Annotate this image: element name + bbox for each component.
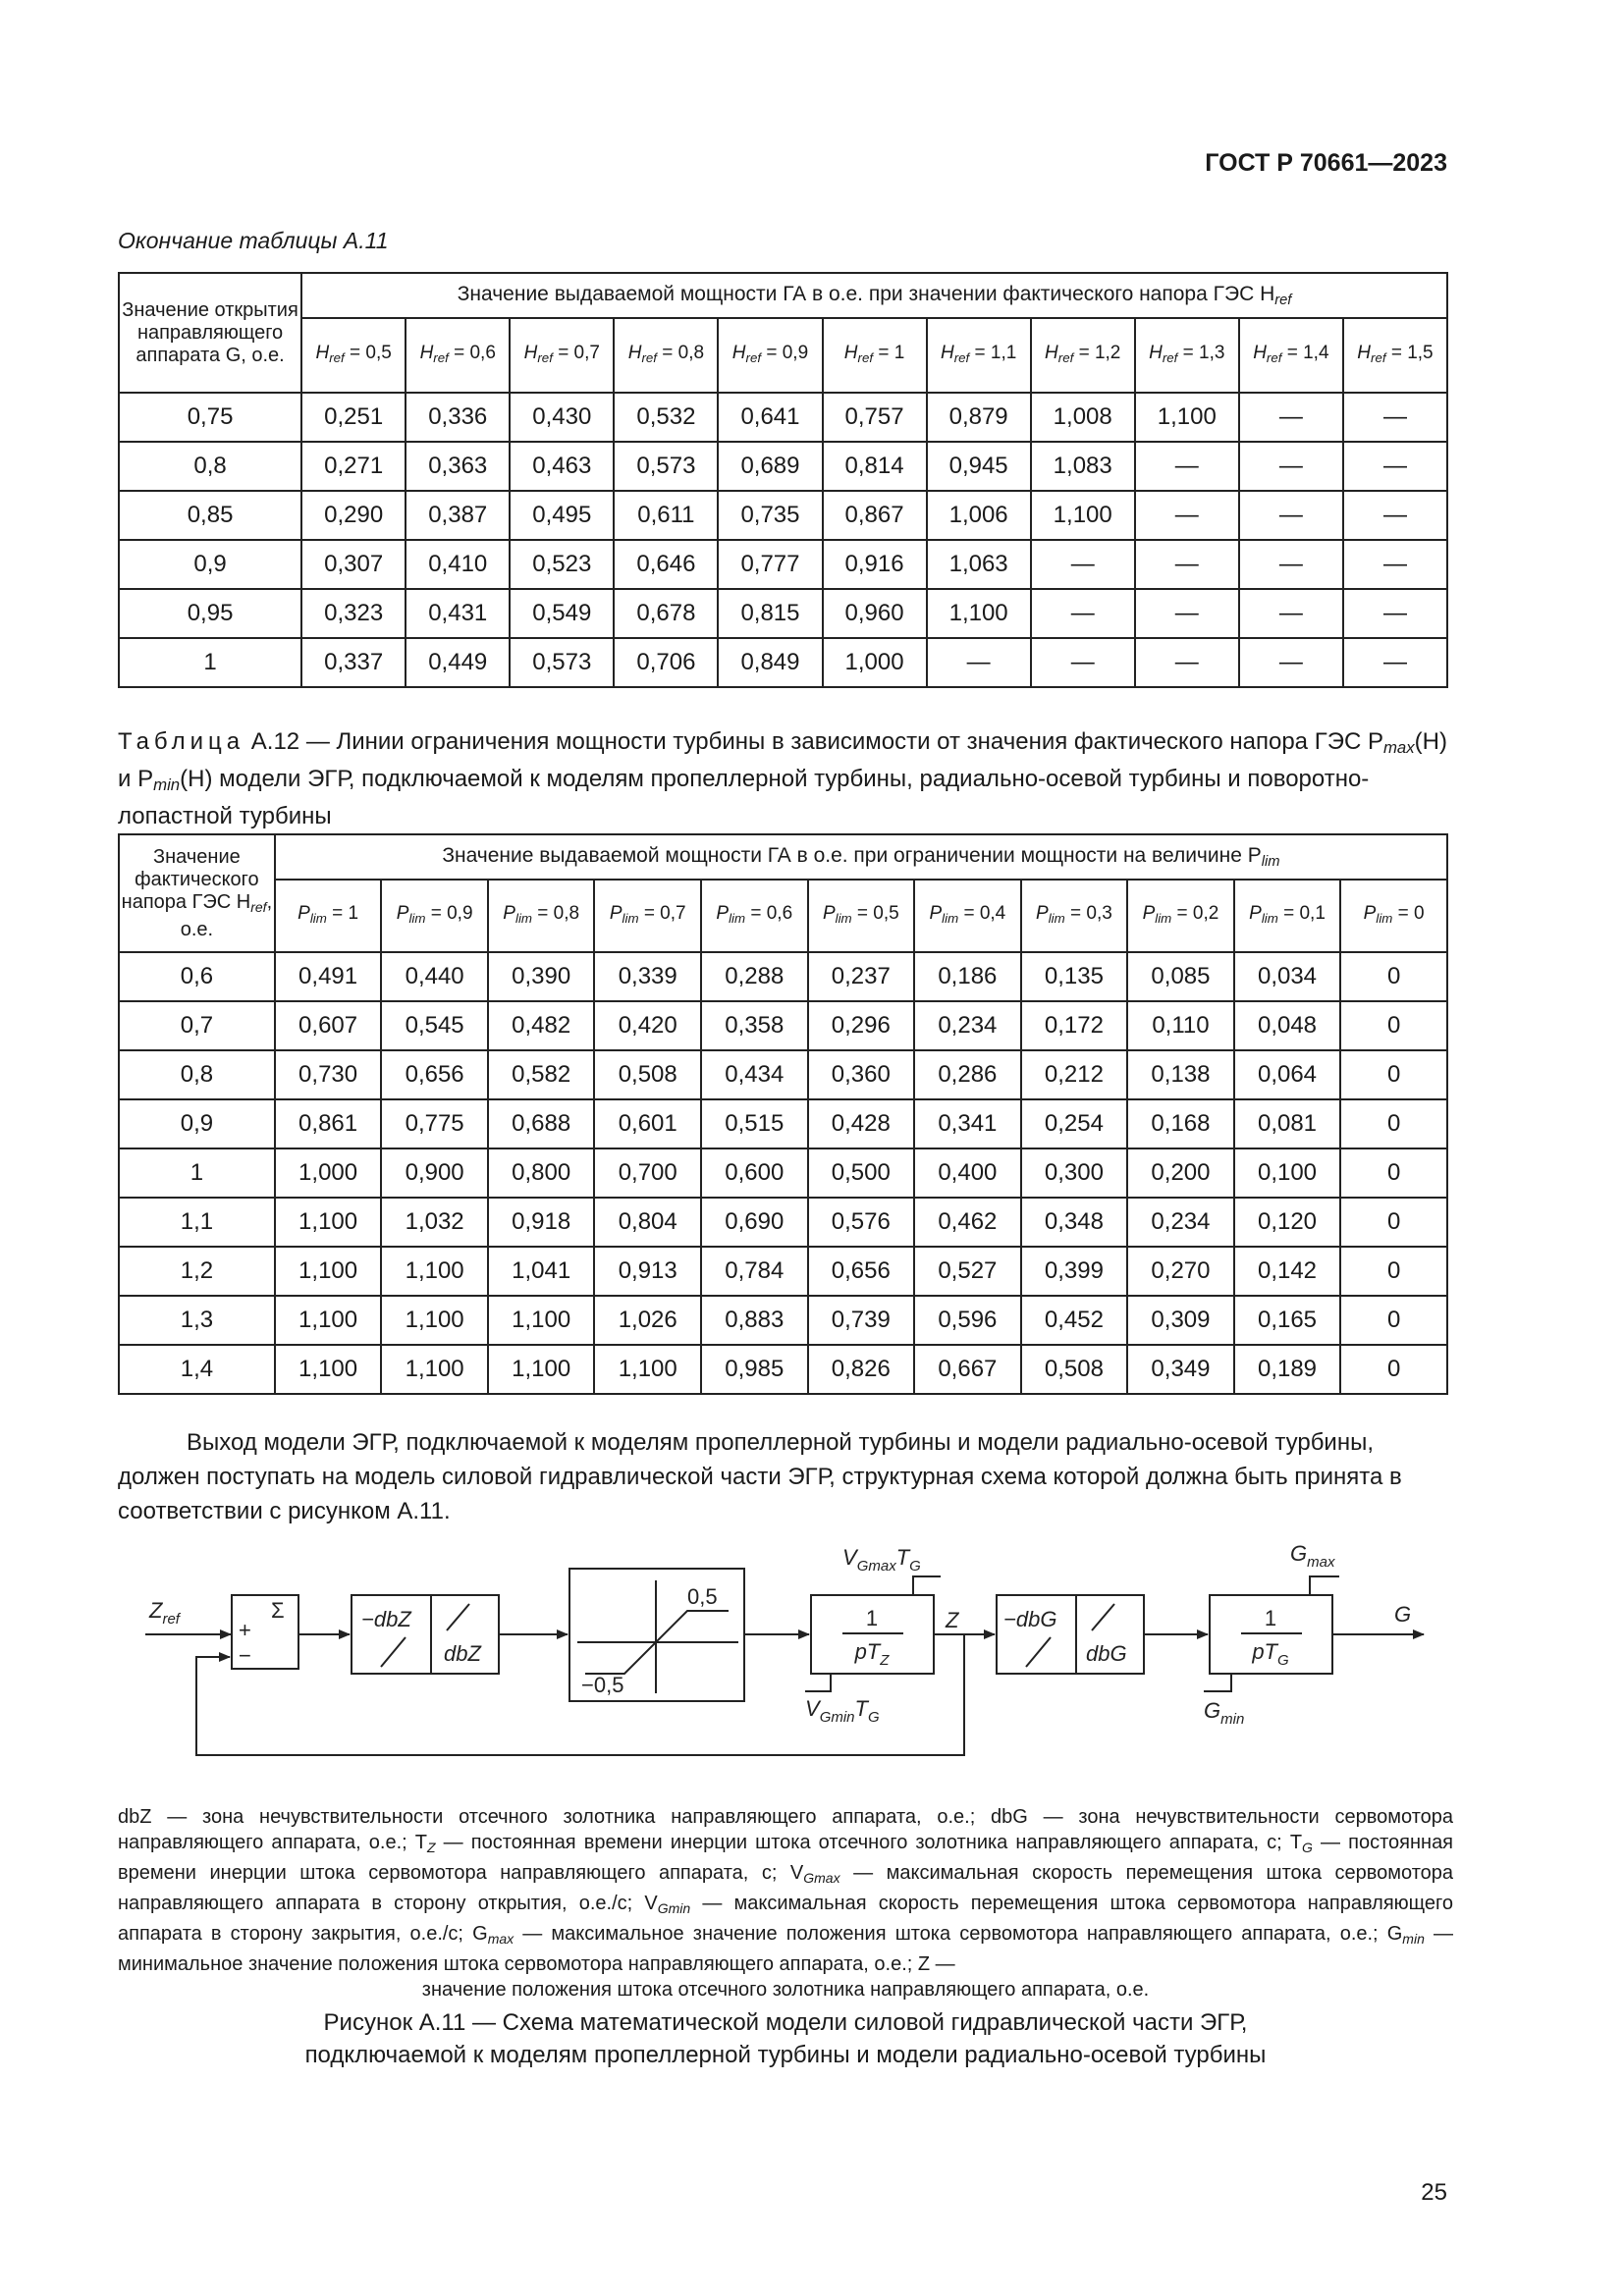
legend-part-2: — постоянная времени инерции штока отсечного золотника направляющего аппарата, с; T (435, 1832, 1303, 1853)
table-cell: 0 (1340, 1099, 1447, 1148)
table-cell: 0,286 (914, 1050, 1021, 1099)
column-header: $P_{lim} = 0,1$ (1234, 880, 1341, 952)
legend-sub-max: max (487, 1931, 514, 1947)
table-body (119, 393, 1447, 687)
caption-pmax-sub: max (1382, 738, 1415, 757)
table-cell: 1,100 (927, 589, 1031, 638)
table-cell: 0 (1340, 1001, 1447, 1050)
column-header: $P_{lim} = 0,6$ (701, 880, 808, 952)
table-cell: 0,048 (1234, 1001, 1341, 1050)
table-cell: 0,270 (1127, 1247, 1234, 1296)
legend-sub-gmin: Gmin (657, 1900, 691, 1916)
column-header: $H_{ref} = 1,5$ (1343, 318, 1447, 393)
caption-mid: (H) и P (118, 728, 1447, 792)
table-cell: 0,900 (381, 1148, 488, 1198)
table-row (119, 1148, 1447, 1198)
table-cell: 0,271 (301, 442, 406, 491)
table-cell: 0,440 (381, 952, 488, 1001)
row-key-cell: 1,1 (119, 1198, 275, 1247)
table-row (119, 393, 1447, 442)
row-header-cell (119, 273, 301, 393)
table-cell: 1,006 (927, 491, 1031, 540)
caption-text: А.12 — Линии ограничения мощности турбины в зависимости от значения фактического напора ГЭС P (250, 728, 1383, 755)
table-cell: 0,348 (1021, 1198, 1128, 1247)
row-key-cell: 1,3 (119, 1296, 275, 1345)
table-cell: 1,100 (1135, 393, 1239, 442)
table-cell: 0,290 (301, 491, 406, 540)
table-cell: — (1239, 442, 1343, 491)
legend-part-3: — постоянная времени инерции штока сервомотора направляющего аппарата, с; V (118, 1832, 1454, 1884)
saturation-high: 0,5 (687, 1584, 718, 1609)
column-header-row (119, 318, 1447, 393)
column-header: $P_{lim} = 0,4$ (914, 880, 1021, 952)
table-cell: 0,867 (823, 491, 927, 540)
group-header: Значение выдаваемой мощности ГА в о.е. при ограничении мощности на величине P (442, 844, 1262, 867)
table-cell: 0,656 (381, 1050, 488, 1099)
table-cell: — (1343, 638, 1447, 687)
figure-caption (118, 2006, 1453, 2071)
paragraph-text: Выход модели ЭГР, подключаемой к моделям пропеллерной турбины и модели радиально-осевой турбины, должен поступать на модель силовой гидравлической части ЭГР, структурная схема которой должна быть принята в соответствии с рисунком А.11. (118, 1429, 1402, 1524)
caption-pmin-sub: min (153, 775, 181, 794)
column-header: $P_{lim} = 0,7$ (594, 880, 701, 952)
table-a11-caption: Окончание таблицы А.11 (118, 228, 389, 253)
table-cell: 0 (1340, 1345, 1447, 1394)
table-cell: 0,341 (914, 1099, 1021, 1148)
column-header: $P_{lim} = 0,3$ (1021, 880, 1128, 952)
table-cell: — (1343, 442, 1447, 491)
sum-symbol: Σ (271, 1598, 285, 1623)
table-cell: 1,100 (488, 1296, 595, 1345)
table-cell: 0,667 (914, 1345, 1021, 1394)
table-row (119, 1099, 1447, 1148)
table-row (119, 442, 1447, 491)
table-cell: 0,400 (914, 1148, 1021, 1198)
table-cell: 0,360 (808, 1050, 915, 1099)
column-header: $H_{ref} = 1,4$ (1239, 318, 1343, 393)
integrator-g-upper-limit (1310, 1576, 1339, 1595)
table-cell: 0,309 (1127, 1296, 1234, 1345)
column-header: $H_{ref} = 0,6$ (406, 318, 510, 393)
table-cell: 0,495 (510, 491, 614, 540)
figure-caption-line-1: Рисунок А.11 — Схема математической модели силовой гидравлической части ЭГР, (323, 2009, 1248, 2036)
table-cell: 1,032 (381, 1198, 488, 1247)
column-header: $H_{ref} = 1,1$ (927, 318, 1031, 393)
table-cell: 0,449 (406, 638, 510, 687)
table-cell: 0,757 (823, 393, 927, 442)
table-cell: 0,120 (1234, 1198, 1341, 1247)
table-cell: 0,775 (381, 1099, 488, 1148)
table-cell: 0,916 (823, 540, 927, 589)
deadband-g-neg: −dbG (1003, 1607, 1057, 1631)
legend-sub-z: Z (427, 1840, 436, 1855)
table-cell: — (927, 638, 1031, 687)
legend-part-1: dbZ — зона нечувствительности отсечного золотника направляющего аппарата, о.е.; dbG — зона нечувствительности сервомотора направляющего аппарата, о.е.; T (118, 1806, 1453, 1853)
table-cell: 0,861 (275, 1099, 382, 1148)
table-cell: 1,000 (275, 1148, 382, 1198)
integrator-g-lower-limit (1204, 1674, 1231, 1691)
group-header-cell (301, 273, 1447, 318)
table-cell: 0,689 (718, 442, 822, 491)
table-cell: 0,646 (614, 540, 718, 589)
deadband-z-neg: −dbZ (361, 1607, 411, 1631)
table-cell: 1,026 (594, 1296, 701, 1345)
table-cell: 0,363 (406, 442, 510, 491)
table-cell: — (1239, 589, 1343, 638)
table-cell: 1,100 (275, 1345, 382, 1394)
table-a12-caption (118, 726, 1453, 832)
table-cell: 0,804 (594, 1198, 701, 1247)
column-header: $H_{ref} = 1,3$ (1135, 318, 1239, 393)
table-cell: — (1239, 491, 1343, 540)
table-cell: 0,168 (1127, 1099, 1234, 1148)
table-cell: 0,532 (614, 393, 718, 442)
column-header: $P_{lim} = 0$ (1340, 880, 1447, 952)
minus-sign: − (239, 1643, 251, 1668)
table-cell: 0,288 (701, 952, 808, 1001)
table-cell: 0,431 (406, 589, 510, 638)
table-cell: 0 (1340, 952, 1447, 1001)
table-cell: 0,337 (301, 638, 406, 687)
table-cell: 0,523 (510, 540, 614, 589)
table-a12 (118, 833, 1448, 1395)
table-cell: 0,735 (718, 491, 822, 540)
table-cell: 0,296 (808, 1001, 915, 1050)
input-label: $Z_{ref}$ (149, 1598, 180, 1628)
table-cell: — (1135, 638, 1239, 687)
caption-end: (H) модели ЭГР, подключаемой к моделям пропеллерной турбины, радиально-осевой турбины и поворотно-лопастной турбины (118, 766, 1370, 829)
row-key-cell: 1,4 (119, 1345, 275, 1394)
table-cell: 1,100 (1031, 491, 1135, 540)
table-cell: 0,800 (488, 1148, 595, 1198)
table-cell: — (1135, 589, 1239, 638)
table-cell: — (1239, 393, 1343, 442)
table-cell: 0,656 (808, 1247, 915, 1296)
gmax-label: $G_{max}$ (1290, 1541, 1335, 1571)
table-cell: 0,034 (1234, 952, 1341, 1001)
table-cell: — (1031, 638, 1135, 687)
integrator-g-den: $pT_G$ (1252, 1639, 1289, 1669)
row-key-cell: 1 (119, 638, 301, 687)
table-cell: 0,434 (701, 1050, 808, 1099)
table-row (119, 638, 1447, 687)
table-cell: — (1135, 491, 1239, 540)
table-cell: 1,100 (381, 1247, 488, 1296)
table-cell: 0,573 (614, 442, 718, 491)
table-a11 (118, 272, 1448, 688)
group-header: Значение выдаваемой мощности ГА в о.е. при значении фактического напора ГЭС H (457, 283, 1275, 305)
row-key-cell: 0,8 (119, 442, 301, 491)
table-cell: 0,700 (594, 1148, 701, 1198)
table-cell: 0,508 (1021, 1345, 1128, 1394)
table-cell: 0,960 (823, 589, 927, 638)
table-row (119, 589, 1447, 638)
table-cell: 0,234 (1127, 1198, 1234, 1247)
column-header-row (119, 880, 1447, 952)
integrator-z-upper-limit (913, 1576, 941, 1595)
gmin-label: $G_{min}$ (1204, 1698, 1245, 1728)
column-header: $H_{ref} = 0,7$ (510, 318, 614, 393)
table-cell: 1,100 (488, 1345, 595, 1394)
column-header: $P_{lim} = 0,9$ (381, 880, 488, 952)
table-cell: 0,883 (701, 1296, 808, 1345)
column-header: $H_{ref} = 1$ (823, 318, 927, 393)
table-cell: — (1343, 393, 1447, 442)
table-cell: 0,849 (718, 638, 822, 687)
table-cell: 0,212 (1021, 1050, 1128, 1099)
table-cell: 0,611 (614, 491, 718, 540)
group-header-sub: ref (1274, 293, 1292, 308)
table-cell: 0,985 (701, 1345, 808, 1394)
table-cell: 0,739 (808, 1296, 915, 1345)
deadband-g-slope-right (1092, 1604, 1114, 1630)
table-cell: 0,420 (594, 1001, 701, 1050)
table-row (119, 491, 1447, 540)
page-number: 25 (1421, 2179, 1447, 2206)
integrator-z-lower-label: $V_{Gmin}T_G$ (805, 1696, 880, 1726)
table-cell: — (1239, 638, 1343, 687)
deadband-z-pos: dbZ (444, 1641, 481, 1666)
body-paragraph (118, 1425, 1453, 1528)
table-cell: 0,336 (406, 393, 510, 442)
table-cell: 0,307 (301, 540, 406, 589)
table-cell: — (1343, 540, 1447, 589)
table-cell: 0,300 (1021, 1148, 1128, 1198)
table-cell: 0,730 (275, 1050, 382, 1099)
legend-sub-g: G (1302, 1840, 1313, 1855)
table-cell: 0,688 (488, 1099, 595, 1148)
column-header: $P_{lim} = 1$ (275, 880, 382, 952)
integrator-z-num: 1 (865, 1606, 879, 1630)
legend-sub-min: min (1402, 1931, 1425, 1947)
table-cell: 0,573 (510, 638, 614, 687)
group-header-cell (275, 834, 1447, 880)
table-cell: 0,410 (406, 540, 510, 589)
table-cell: — (1239, 540, 1343, 589)
row-header-cell (119, 834, 275, 952)
legend-sub-gmax: Gmax (803, 1870, 840, 1886)
saturation-low: −0,5 (581, 1673, 624, 1697)
table-cell: 0,349 (1127, 1345, 1234, 1394)
table-cell: 0 (1340, 1148, 1447, 1198)
table-cell: 0,641 (718, 393, 822, 442)
integrator-z-den: $pT_Z$ (854, 1639, 890, 1669)
table-cell: 0 (1340, 1247, 1447, 1296)
table-cell: — (1031, 540, 1135, 589)
table-cell: — (1135, 442, 1239, 491)
table-cell: 1,100 (381, 1345, 488, 1394)
table-cell: 0,428 (808, 1099, 915, 1148)
legend-part-6: — максимальное значение положения штока сервомотора направляющего аппарата, о.е.; G (514, 1923, 1403, 1945)
table-cell: 0,815 (718, 589, 822, 638)
row-key-cell: 1 (119, 1148, 275, 1198)
table-row (119, 1050, 1447, 1099)
table-cell: 0,545 (381, 1001, 488, 1050)
table-cell: 0,777 (718, 540, 822, 589)
table-cell: 0,879 (927, 393, 1031, 442)
column-header: $H_{ref} = 0,8$ (614, 318, 718, 393)
integrator-z-lower-limit (805, 1674, 831, 1691)
table-cell: 0,142 (1234, 1247, 1341, 1296)
table-cell: 0,482 (488, 1001, 595, 1050)
table-body (119, 952, 1447, 1394)
table-cell: 1,100 (275, 1198, 382, 1247)
table-cell: 0,784 (701, 1247, 808, 1296)
table-cell: 0,918 (488, 1198, 595, 1247)
table-cell: 0,508 (594, 1050, 701, 1099)
column-header: $P_{lim} = 0,2$ (1127, 880, 1234, 952)
table-cell: 0,110 (1127, 1001, 1234, 1050)
table-cell: 0 (1340, 1198, 1447, 1247)
table-cell: 0,814 (823, 442, 927, 491)
table-cell: 0,189 (1234, 1345, 1341, 1394)
column-header: $H_{ref} = 0,5$ (301, 318, 406, 393)
table-cell: 0,135 (1021, 952, 1128, 1001)
table-cell: — (1343, 589, 1447, 638)
table-cell: 1,100 (275, 1296, 382, 1345)
table-cell: 0,339 (594, 952, 701, 1001)
table-cell: 0,491 (275, 952, 382, 1001)
table-cell: 0,100 (1234, 1148, 1341, 1198)
table-cell: — (1031, 589, 1135, 638)
row-header: Значение фактического напора ГЭС H (121, 845, 259, 913)
column-header: $P_{lim} = 0,5$ (808, 880, 915, 952)
table-cell: 0,064 (1234, 1050, 1341, 1099)
mid-signal-label: Z (946, 1608, 959, 1632)
table-cell: 0,826 (808, 1345, 915, 1394)
standard-header: ГОСТ Р 70661—2023 (1205, 149, 1447, 177)
table-cell: 0,913 (594, 1247, 701, 1296)
table-label: Таблица (118, 728, 245, 755)
table-row (119, 952, 1447, 1001)
table-cell: 0,582 (488, 1050, 595, 1099)
row-header: Значение открытия направляющего аппарата G, о.е. (122, 298, 298, 366)
table-cell: 0,186 (914, 952, 1021, 1001)
table-cell: 0,237 (808, 952, 915, 1001)
table-cell: 1,083 (1031, 442, 1135, 491)
integrator-g-num: 1 (1264, 1606, 1277, 1630)
table-cell: 0,576 (808, 1198, 915, 1247)
table-cell: 0,399 (1021, 1247, 1128, 1296)
table-cell: 0,452 (1021, 1296, 1128, 1345)
table-cell: 1,041 (488, 1247, 595, 1296)
table-row (119, 1345, 1447, 1394)
table-cell: 0,706 (614, 638, 718, 687)
table-cell: 1,000 (823, 638, 927, 687)
table-row (119, 1247, 1447, 1296)
row-key-cell: 0,8 (119, 1050, 275, 1099)
table-cell: 0,462 (914, 1198, 1021, 1247)
table-cell: 0,200 (1127, 1148, 1234, 1198)
table-cell: 0,678 (614, 589, 718, 638)
figure-legend (118, 1804, 1453, 2002)
table-cell: 0,463 (510, 442, 614, 491)
figure-caption-line-2: подключаемой к моделям пропеллерной турбины и модели радиально-осевой турбины (304, 2042, 1267, 2068)
table-cell: 0,085 (1127, 952, 1234, 1001)
group-header-sub: lim (1261, 854, 1280, 870)
table-cell: 1,100 (381, 1296, 488, 1345)
table-cell: 0,387 (406, 491, 510, 540)
table-cell: 0,690 (701, 1198, 808, 1247)
table-cell: — (1343, 491, 1447, 540)
row-header-sub: ref (250, 898, 267, 915)
row-key-cell: 0,9 (119, 1099, 275, 1148)
table-row (119, 1001, 1447, 1050)
table-cell: 0,527 (914, 1247, 1021, 1296)
table-cell: 0,430 (510, 393, 614, 442)
table-cell: 0,165 (1234, 1296, 1341, 1345)
legend-part-5: — максимальная скорость перемещения штока сервомотора направляющего аппарата в сторону закрытия, о.е./с; G (118, 1893, 1453, 1945)
column-header: $H_{ref} = 0,9$ (718, 318, 822, 393)
table-cell: 1,008 (1031, 393, 1135, 442)
table-cell: — (1135, 540, 1239, 589)
table-cell: 1,100 (275, 1247, 382, 1296)
table-cell: 0,607 (275, 1001, 382, 1050)
deadband-g-pos: dbG (1086, 1641, 1127, 1666)
feedback-line (196, 1634, 964, 1755)
table-row (119, 1198, 1447, 1247)
legend-part-7: — минимальное значение положения штока сервомотора направляющего аппарата, о.е.; Z — (118, 1923, 1453, 1975)
table-cell: 0,234 (914, 1001, 1021, 1050)
legend-part-4: — максимальная скорость перемещения штока сервомотора направляющего аппарата в сторону открытия, о.е./с; V (118, 1862, 1454, 1914)
table-cell: 0,138 (1127, 1050, 1234, 1099)
plus-sign: + (239, 1618, 251, 1642)
table-row (119, 540, 1447, 589)
row-key-cell: 0,75 (119, 393, 301, 442)
table-cell: 1,063 (927, 540, 1031, 589)
table-cell: 0 (1340, 1296, 1447, 1345)
row-key-cell: 0,6 (119, 952, 275, 1001)
table-cell: 0,358 (701, 1001, 808, 1050)
row-header-end: , о.е. (180, 890, 273, 940)
row-key-cell: 0,85 (119, 491, 301, 540)
row-key-cell: 0,95 (119, 589, 301, 638)
table-cell: 0,596 (914, 1296, 1021, 1345)
table-cell: 0,172 (1021, 1001, 1128, 1050)
table-cell: 0,390 (488, 952, 595, 1001)
column-header: $P_{lim} = 0,8$ (488, 880, 595, 952)
row-key-cell: 1,2 (119, 1247, 275, 1296)
deadband-z-slope-right (447, 1604, 469, 1630)
table-cell: 0,500 (808, 1148, 915, 1198)
table-cell: 0,323 (301, 589, 406, 638)
table-cell: 0 (1340, 1050, 1447, 1099)
table-cell: 0,081 (1234, 1099, 1341, 1148)
deadband-z-slope-left (381, 1637, 406, 1667)
table-cell: 1,100 (594, 1345, 701, 1394)
legend-last-line: значение положения штока отсечного золотника направляющего аппарата, о.е. (421, 1979, 1150, 2001)
row-key-cell: 0,7 (119, 1001, 275, 1050)
block-diagram (128, 1541, 1443, 1782)
table-row (119, 1296, 1447, 1345)
table-cell: 0,251 (301, 393, 406, 442)
table-cell: 0,600 (701, 1148, 808, 1198)
table-cell: 0,601 (594, 1099, 701, 1148)
table-cell: 0,549 (510, 589, 614, 638)
output-label: G (1394, 1602, 1412, 1627)
deadband-g-slope-left (1026, 1637, 1051, 1667)
table-cell: 0,254 (1021, 1099, 1128, 1148)
column-header: $H_{ref} = 1,2$ (1031, 318, 1135, 393)
table-cell: 0,945 (927, 442, 1031, 491)
table-cell: 0,515 (701, 1099, 808, 1148)
row-key-cell: 0,9 (119, 540, 301, 589)
integrator-z-upper-label: $V_{Gmax}T_G$ (842, 1545, 921, 1575)
